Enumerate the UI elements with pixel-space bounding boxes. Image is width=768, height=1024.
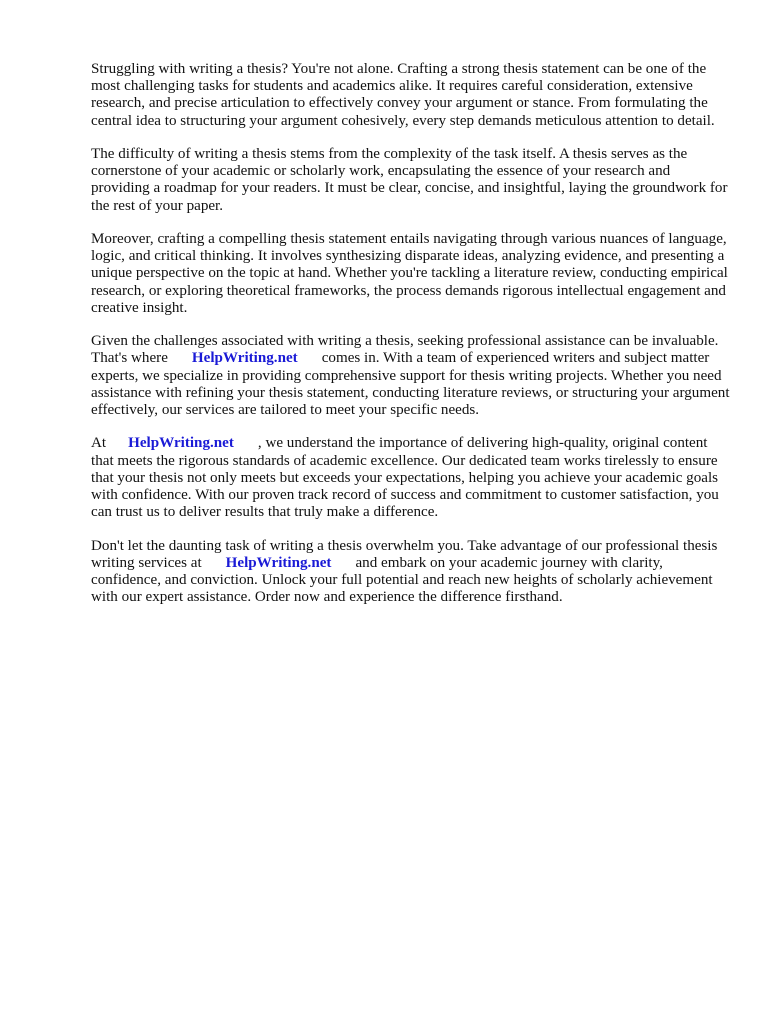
paragraph-services	[91, 435, 731, 521]
paragraph-call-to-action	[91, 538, 731, 607]
paragraph-assistance-text-end: comes in. With a team of experienced writers and subject matter experts, we specialize in providing comprehensive support for thesis writing projects. Whether you need assistance with refining your thesis statement, conducting literature reviews, or structuring your argument effectively, our services are tailored to meet your specific needs.	[91, 350, 730, 419]
paragraph-nuances: Moreover, crafting a compelling thesis statement entails navigating through various nuances of language, logic, and critical thinking. It involves synthesizing disparate ideas, analyzing evidence, and presenting a unique perspective on the topic at hand. Whether you're tackling a literature review, conducting empirical research, or exploring theoretical frameworks, the process demands rigorous intellectual engagement and creative insight.	[91, 231, 728, 316]
document-body	[91, 61, 731, 623]
paragraph-cta-text-start: Don't let the daunting task of writing a thesis overwhelm you. Take advantage of our professional thesis writing services at	[91, 537, 718, 571]
paragraph-assistance-text-start: Given the challenges associated with writing a thesis, seeking professional assistance can be invaluable. That's where	[91, 333, 719, 367]
paragraph-services-text-end: , we understand the importance of delivering high-quality, original content that meets the rigorous standards of academic excellence. Our dedicated team works tirelessly to ensure that your thesis not only meets but exceeds your expectations, helping you achieve your academic goals with confidence. With our proven track record of success and commitment to customer satisfaction, you can trust us to deliver results that truly make a difference.	[91, 435, 719, 521]
paragraph-assistance	[91, 333, 731, 419]
helpwriting-link[interactable]: HelpWriting.net	[225, 554, 332, 571]
paragraph-cta-text-end: and embark on your academic journey with clarity, confidence, and conviction. Unlock your full potential and reach new heights of scholarly achievement with our expert assistance. Order now and experience the difference firsthand.	[91, 554, 713, 606]
paragraph-difficulty: The difficulty of writing a thesis stems from the complexity of the task itself. A thesis serves as the cornerstone of your academic or scholarly work, encapsulating the essence of your research and providing a roadmap for your readers. It must be clear, concise, and insightful, laying the groundwork for the rest of your paper.	[91, 146, 728, 214]
helpwriting-link[interactable]: HelpWriting.net	[191, 350, 298, 367]
paragraph-intro: Struggling with writing a thesis? You're not alone. Crafting a strong thesis statement can be one of the most challenging tasks for students and academics alike. It requires careful consideration, extensive research, and precise articulation to effectively convey your argument or stance. From formulating the central idea to structuring your argument cohesively, every step demands meticulous attention to detail.	[91, 61, 715, 129]
paragraph-services-text-start: At	[91, 435, 107, 452]
helpwriting-link[interactable]: HelpWriting.net	[128, 435, 234, 452]
